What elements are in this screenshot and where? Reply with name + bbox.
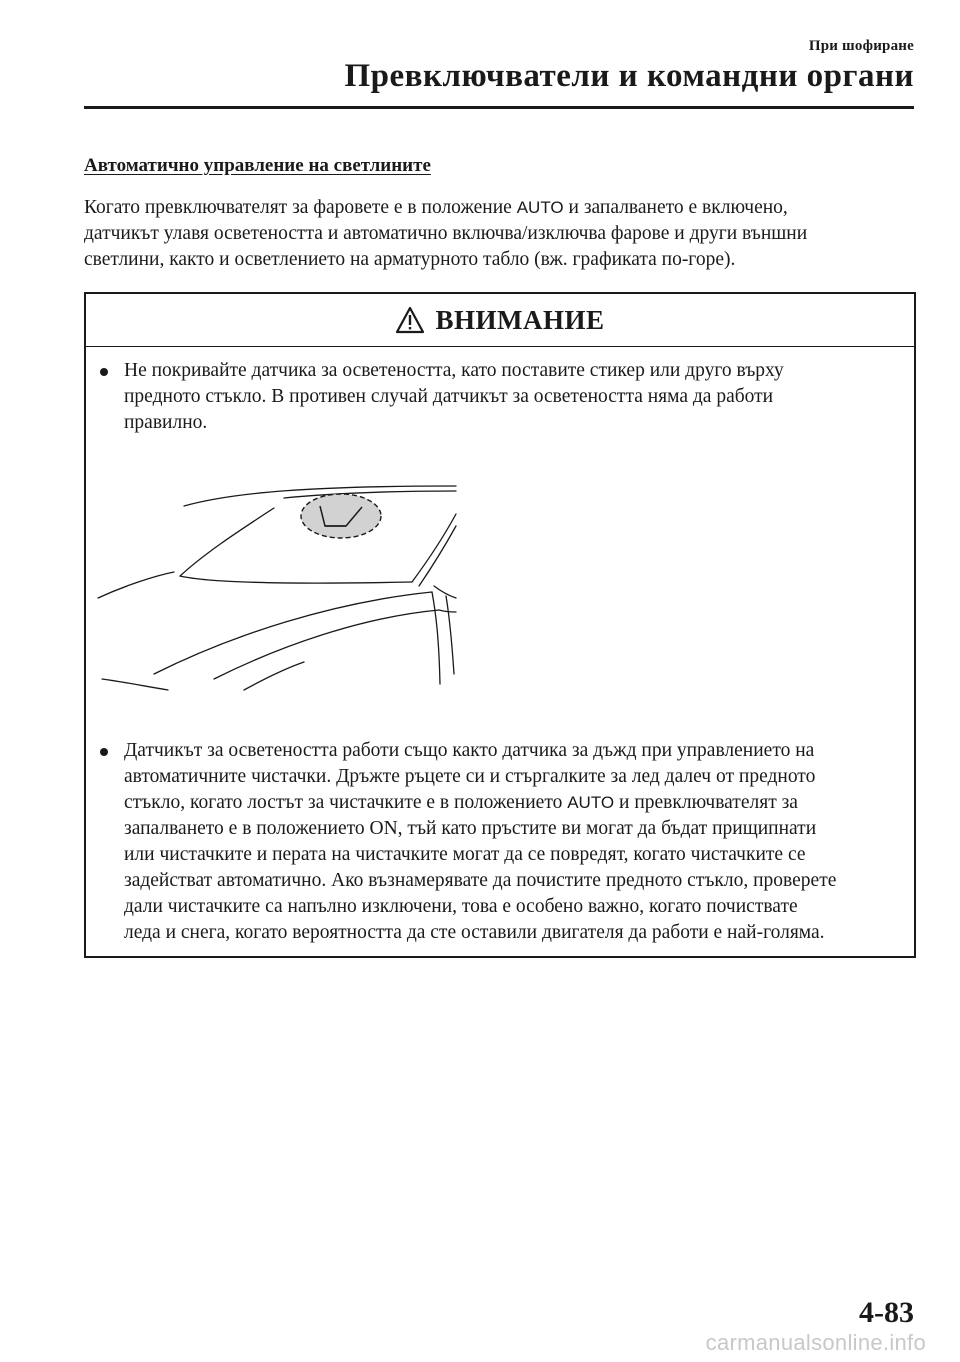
windshield-sensor-illustration bbox=[94, 474, 464, 694]
bullet-line: запалването е в положението ON, тъй като пръстите ви могат да бъдат прищипнати bbox=[124, 818, 817, 839]
warning-box bbox=[84, 292, 916, 958]
chapter-title: Превключватели и командни органи bbox=[344, 58, 914, 94]
bullet-line bbox=[124, 790, 904, 816]
bullet-text bbox=[124, 358, 904, 436]
bullet-line: задействат автоматично. Ако възнамерявате да почистите предното стъкло, проверете bbox=[124, 870, 837, 891]
auto-label: AUTO bbox=[516, 198, 564, 217]
warning-title: ВНИМАНИЕ bbox=[435, 304, 605, 335]
warning-triangle-icon bbox=[395, 306, 425, 334]
bullet-line: леда и снега, когато вероятността да сте оставили двигателя да работи е най-голяма. bbox=[124, 922, 825, 943]
bullet-text-part: стъкло, когато лостът за чистачките е в положението bbox=[124, 792, 568, 813]
bullet-line: автоматичните чистачки. Дръжте ръцете си и стъргалките за лед далеч от предното bbox=[124, 766, 816, 787]
intro-line bbox=[84, 195, 916, 221]
intro-paragraph bbox=[84, 195, 916, 273]
bullet-line: Не покривайте датчика за осветеността, като поставите стикер или друго върху bbox=[124, 360, 784, 381]
intro-line: датчикът улавя осветеността и автоматично включва/изключва фарове и други външни bbox=[84, 223, 808, 244]
section-label: При шофиране bbox=[808, 38, 914, 54]
watermark: carmanualsonline.info bbox=[705, 1330, 926, 1355]
warning-header bbox=[86, 294, 914, 347]
bullet-text bbox=[124, 738, 904, 946]
intro-line: светлини, както и осветлението на арматурното табло (вж. графиката по-горе). bbox=[84, 249, 736, 270]
bullet-dot bbox=[100, 748, 108, 756]
subsection-title: Автоматично управление на светлините bbox=[84, 155, 431, 176]
title-rule bbox=[84, 106, 914, 109]
bullet-line: или чистачките и перата на чистачките могат да се повредят, когато чистачките се bbox=[124, 844, 806, 865]
intro-text: Когато превключвателят за фаровете е в положение bbox=[84, 197, 517, 218]
bullet-line: дали чистачките са напълно изключени, това е особено важно, когато почиствате bbox=[124, 896, 798, 917]
bullet-dot bbox=[100, 368, 108, 376]
bullet-text-part: и превключвателят за bbox=[614, 792, 798, 813]
bullet-line: правилно. bbox=[124, 412, 208, 433]
bullet-line: предното стъкло. В противен случай датчикът за осветеността няма да работи bbox=[124, 386, 774, 407]
page-number: 4-83 bbox=[859, 1296, 914, 1329]
intro-text: и запалването е включено, bbox=[563, 197, 788, 218]
bullet-line: Датчикът за осветеността работи също както датчика за дъжд при управлението на bbox=[124, 740, 815, 761]
auto-label: AUTO bbox=[567, 793, 615, 812]
